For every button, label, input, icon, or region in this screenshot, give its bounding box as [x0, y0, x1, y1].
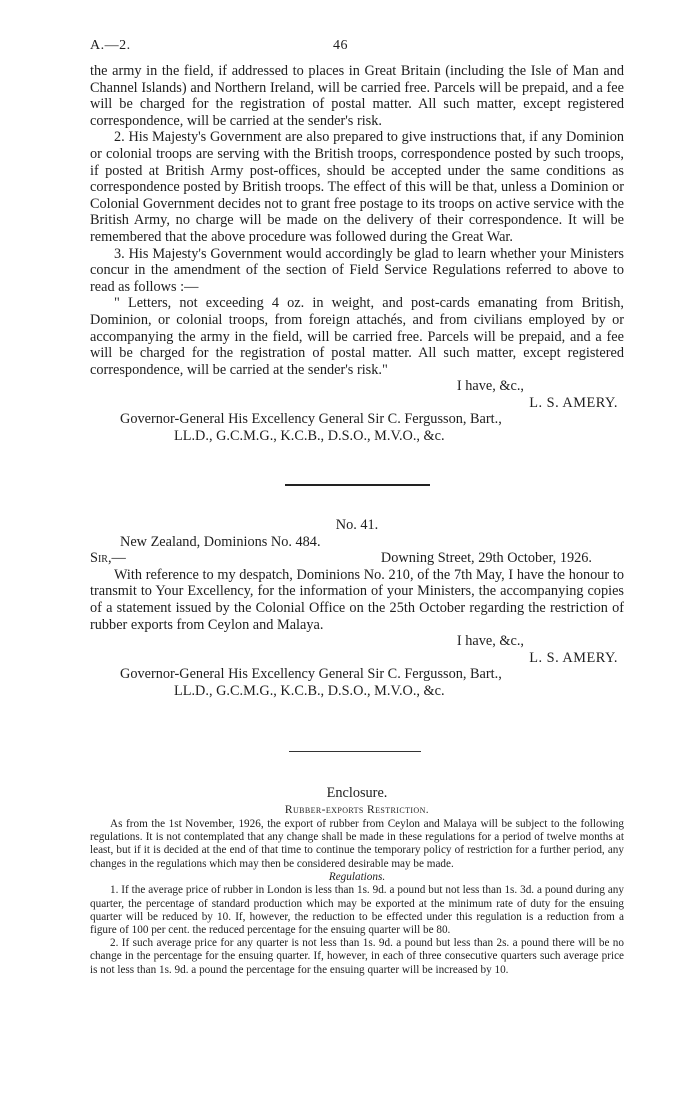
despatch-number: No. 41. [335, 517, 379, 533]
signature-closing: I have, &c., [456, 378, 524, 395]
enclosure-title: Enclosure. [326, 785, 388, 801]
section-divider [285, 484, 430, 486]
enclosure [90, 784, 624, 977]
signature-closing-2: I have, &c., [456, 633, 524, 650]
place-date: Downing Street, 29th October, 1926. [380, 550, 592, 567]
salutation: Sir,— [90, 550, 126, 567]
page-number: 46 [333, 38, 348, 53]
signature-name-2: L. S. AMERY. [529, 649, 618, 666]
enclosure-intro: As from the 1st November, 1926, the export of rubber from Ceylon and Malaya will be subject to the following regulations. It is not contemplated that any change shall be made in these regulations for a period of twelve months at least, but if it is decided at the end of that time to continue the temporary policy of restriction for a further period, any changes in the regulations which may then be considered desirable may be made. [90, 818, 624, 870]
paragraph-2: 2. His Majesty's Government are also prepared to give instructions that, if any Dominion or colonial troops are serving with the British troops, correspondence posted by such troops, if posted at British Army post-offices, should be accepted under the same conditions as correspondence posted by British troops. The effect of this will be that, unless a Dominion or Colonial Government decides not to grant free postage to its troops on active service with the British Army, no charge will be made on the delivery of their correspondence. It will be remembered that the above procedure was followed during the Great War. [90, 129, 625, 245]
despatch-body: With reference to my despatch, Dominions No. 210, of the 7th May, I have the honour to transmit to Your Excellency, for the information of your Ministers, the accompanying copies of a statement issued by the Colonial Office on the 25th October regarding the restriction of rubber exports from Ceylon and Malaya. [90, 566, 624, 633]
regulation-2: 2. If such average price for any quarter is not less than 1s. 9d. a pound but less than 2s. a pound there will be no change in the percentage for the ensuing quarter. If, however, in each of three consecutive quarters such average price is not less than 1s. 9d. a pound the percentage for the ensuing quarter will be increased by 10. [90, 937, 624, 976]
enclosure-subtitle: Rubber-exports Restriction. [284, 804, 430, 816]
paragraph-3: 3. His Majesty's Government would accordingly be glad to learn whether your Ministers concur in the amendment of the section of Field Service Regulations referred to above to read as follows :— [90, 245, 624, 295]
paragraph-1: the army in the field, if addressed to places in Great Britain (including the Isle of Man and Channel Islands) and Northern Ireland, will be carried free. Parcels will be prepaid, and a fee will be charged for the registration of postal matter. All such matter, except registered correspondence, will be carried at the sender's risk. [90, 63, 624, 129]
salutation-line [90, 550, 624, 567]
enclosure-divider [289, 751, 421, 752]
document-reference: A.—2. [90, 38, 131, 53]
despatch-reference: New Zealand, Dominions No. 484. [120, 533, 321, 550]
addressee-line-2: LL.D., G.C.M.G., K.C.B., D.S.O., M.V.O., &c. [174, 428, 445, 445]
letter-continuation [90, 63, 624, 445]
despatch-no-41 [90, 517, 624, 700]
addressee-line-2-2: LL.D., G.C.M.G., K.C.B., D.S.O., M.V.O., &c. [174, 682, 445, 699]
addressee-line-1: Governor-General His Excellency General Sir C. Fergusson, Bart., [120, 411, 502, 428]
regulation-1: 1. If the average price of rubber in London is less than 1s. 9d. a pound but not less than 1s. 3d. a pound during any quarter, the percentage of standard production which may be exported at the minimum rate of duty for the ensuing quarter will be reduced by 10. If, however, the reduction to be effected under this regulation is a reduction from a figure of 100 per cent. the reduced percentage for the ensuing quarter will be 80. [90, 884, 624, 936]
regulations-heading: Regulations. [328, 870, 386, 883]
addressee-line-1-2: Governor-General His Excellency General Sir C. Fergusson, Bart., [120, 666, 502, 683]
quoted-regulation: " Letters, not exceeding 4 oz. in weight, and post-cards emanating from British, Dominion, or colonial troops, from foreign attachés, and from civilians employed by or accompanying the army in the field, will be carried free. Parcels will be prepaid, and a fee will be charged for the registration of postal matter. All such matter, except registered correspondence, will be carried at the sender's risk." [90, 295, 624, 378]
signature-name: L. S. AMERY. [529, 394, 618, 411]
